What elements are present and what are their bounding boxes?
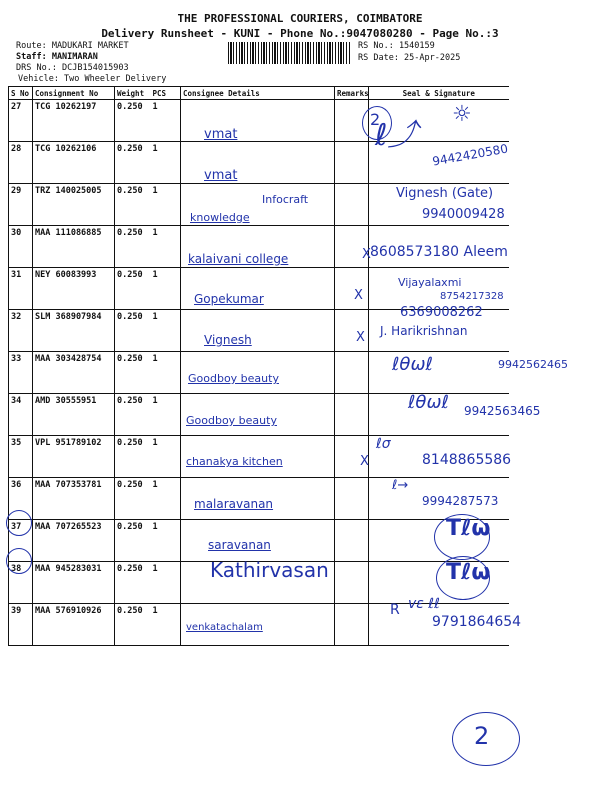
handwritten-name: Infocraft xyxy=(262,193,309,206)
row-pcs: 1 xyxy=(151,562,181,604)
row-weight: 0.250 xyxy=(115,520,151,562)
row-weight: 0.250 xyxy=(115,226,151,268)
signature-scribble: ℓ→ xyxy=(392,478,409,493)
row-sno: 29 xyxy=(9,184,33,226)
row-sno: 37 xyxy=(9,520,33,562)
row-sno: 28 xyxy=(9,142,33,184)
circle-mark-37 xyxy=(6,510,32,536)
handwritten-name: venkatachalam xyxy=(186,622,263,633)
handwritten-name: Gopekumar xyxy=(194,292,264,306)
row-pcs: 1 xyxy=(151,604,181,646)
signature-scribble: Tℓω xyxy=(446,516,491,541)
signature-scribble: ℓθωℓ xyxy=(392,354,433,375)
row-pcs: 1 xyxy=(151,436,181,478)
signature-phone: 9942562465 xyxy=(498,358,568,371)
signature-phone: 8148865586 xyxy=(422,452,512,468)
row-pcs: 1 xyxy=(151,520,181,562)
signature-initial: R xyxy=(390,602,400,618)
circled-number: 2 xyxy=(370,110,381,129)
row-remarks xyxy=(335,562,369,604)
row-pcs: 1 xyxy=(151,142,181,184)
row-consignment-no: MAA 576910926 xyxy=(33,604,115,646)
row-sno: 34 xyxy=(9,394,33,436)
handwritten-name: knowledge xyxy=(190,211,250,224)
row-remarks xyxy=(335,184,369,226)
row-weight: 0.250 xyxy=(115,394,151,436)
signature-scribble: ℓθωℓ xyxy=(408,392,449,413)
remark-x-mark: X xyxy=(356,330,365,345)
row-consignment-no: MAA 303428754 xyxy=(33,352,115,394)
row-sno: 36 xyxy=(9,478,33,520)
signature-name: Vijayalaxmi xyxy=(398,276,462,289)
circle-mark-38 xyxy=(6,548,32,574)
row-pcs: 1 xyxy=(151,394,181,436)
signature-phone: 6369008262 xyxy=(400,305,483,320)
handwritten-name: chanakya kitchen xyxy=(186,455,283,468)
barcode xyxy=(228,42,350,64)
row-consignment-no: NEY 60083993 xyxy=(33,268,115,310)
table-row xyxy=(9,100,509,142)
signature-phone: 9791864654 xyxy=(432,614,522,630)
signature-phone: 9940009428 xyxy=(422,207,505,222)
row-pcs: 1 xyxy=(151,478,181,520)
row-pcs: 1 xyxy=(151,310,181,352)
row-remarks xyxy=(335,604,369,646)
row-weight: 0.250 xyxy=(115,268,151,310)
row-weight: 0.250 xyxy=(115,562,151,604)
signature-name: J. Harikrishnan xyxy=(380,324,468,338)
signature-phone: 8608573180 Aleem xyxy=(370,244,508,260)
col-pcs: PCS xyxy=(151,87,181,100)
signature-phone: 9942563465 xyxy=(464,404,541,418)
row-sno: 35 xyxy=(9,436,33,478)
row-consignment-no: MAA 945283031 xyxy=(33,562,115,604)
row-sno: 30 xyxy=(9,226,33,268)
rs-date: RS Date: 25-Apr-2025 xyxy=(358,53,461,63)
row-pcs: 1 xyxy=(151,352,181,394)
col-consignment: Consignment No xyxy=(33,87,115,100)
row-weight: 0.250 xyxy=(115,184,151,226)
col-remarks: Remarks xyxy=(335,87,369,100)
row-weight: 0.250 xyxy=(115,100,151,142)
vehicle-label: Vehicle: Two Wheeler Delivery xyxy=(18,74,167,84)
remark-x-mark: X xyxy=(362,247,371,262)
handwritten-name: Goodboy beauty xyxy=(186,414,277,427)
handwritten-name: vmat xyxy=(204,168,238,183)
handwritten-name: saravanan xyxy=(208,538,271,552)
row-consignment-no: TCG 10262197 xyxy=(33,100,115,142)
rs-number: RS No.: 1540159 xyxy=(358,41,435,51)
row-remarks xyxy=(335,394,369,436)
row-consignment-no: SLM 368907984 xyxy=(33,310,115,352)
signature-scribble: Tℓω xyxy=(446,560,491,585)
handwritten-name: kalaivani college xyxy=(188,252,289,266)
col-seal-signature: Seal & Signature xyxy=(369,87,509,100)
route-label: Route: MADUKARI MARKET xyxy=(16,41,129,51)
remark-x-mark: X xyxy=(354,288,363,303)
row-consignment-no: MAA 707353781 xyxy=(33,478,115,520)
row-sno: 32 xyxy=(9,310,33,352)
row-consignment-no: VPL 951789102 xyxy=(33,436,115,478)
row-consignment-no: TRZ 140025005 xyxy=(33,184,115,226)
circle-mark-sign-38 xyxy=(436,556,490,600)
signature-phone: 8754217328 xyxy=(440,291,504,302)
remark-x-mark: X xyxy=(360,454,369,469)
company-title: THE PROFESSIONAL COURIERS, COIMBATORE xyxy=(177,12,423,25)
col-sno: S No xyxy=(9,87,33,100)
row-weight: 0.250 xyxy=(115,436,151,478)
row-remarks xyxy=(335,520,369,562)
row-consignment-no: MAA 707265523 xyxy=(33,520,115,562)
row-sno: 39 xyxy=(9,604,33,646)
row-remarks xyxy=(335,268,369,310)
signature-scribble: ☼ xyxy=(452,102,472,127)
row-pcs: 1 xyxy=(151,100,181,142)
row-pcs: 1 xyxy=(151,268,181,310)
runsheet-subtitle: Delivery Runsheet - KUNI - Phone No.:9047080280 - Page No.:3 xyxy=(101,27,499,40)
row-sno: 27 xyxy=(9,100,33,142)
row-sno: 33 xyxy=(9,352,33,394)
row-weight: 0.250 xyxy=(115,310,151,352)
row-remarks xyxy=(335,142,369,184)
row-weight: 0.250 xyxy=(115,352,151,394)
row-consignment-no: MAA 111086885 xyxy=(33,226,115,268)
row-pcs: 1 xyxy=(151,184,181,226)
signature-scribble: ℓ⤴ xyxy=(375,118,418,153)
row-sno: 38 xyxy=(9,562,33,604)
row-remarks xyxy=(335,352,369,394)
row-weight: 0.250 xyxy=(115,604,151,646)
handwritten-name: vmat xyxy=(204,127,238,142)
signature-name: Vignesh (Gate) xyxy=(396,186,494,201)
handwritten-name: malaravanan xyxy=(194,497,274,511)
signature-scribble: vε ℓℓ xyxy=(408,596,440,612)
row-sno: 31 xyxy=(9,268,33,310)
signature-phone: 9442420580 xyxy=(431,141,509,169)
circle-mark-sign-37 xyxy=(434,514,490,560)
page-mark: 2 xyxy=(474,722,490,750)
drs-number: DRS No.: DCJB154015903 xyxy=(16,63,129,73)
row-pcs: 1 xyxy=(151,226,181,268)
handwritten-name: Vignesh xyxy=(204,333,252,347)
col-weight: Weight xyxy=(115,87,151,100)
row-consignment-no: AMD 30555951 xyxy=(33,394,115,436)
row-consignment-no: TCG 10262106 xyxy=(33,142,115,184)
row-weight: 0.250 xyxy=(115,142,151,184)
signature-scribble: ℓσ xyxy=(376,436,391,452)
handwritten-name: Kathirvasan xyxy=(210,558,329,582)
table-header-row xyxy=(9,87,509,100)
signature-phone: 9994287573 xyxy=(422,494,499,508)
row-weight: 0.250 xyxy=(115,478,151,520)
row-remarks xyxy=(335,478,369,520)
col-consignee: Consignee Details xyxy=(181,87,335,100)
row-seal-signature xyxy=(369,352,509,394)
handwritten-name: Goodboy beauty xyxy=(188,372,279,385)
staff-label: Staff: MANIMARAN xyxy=(16,52,98,62)
